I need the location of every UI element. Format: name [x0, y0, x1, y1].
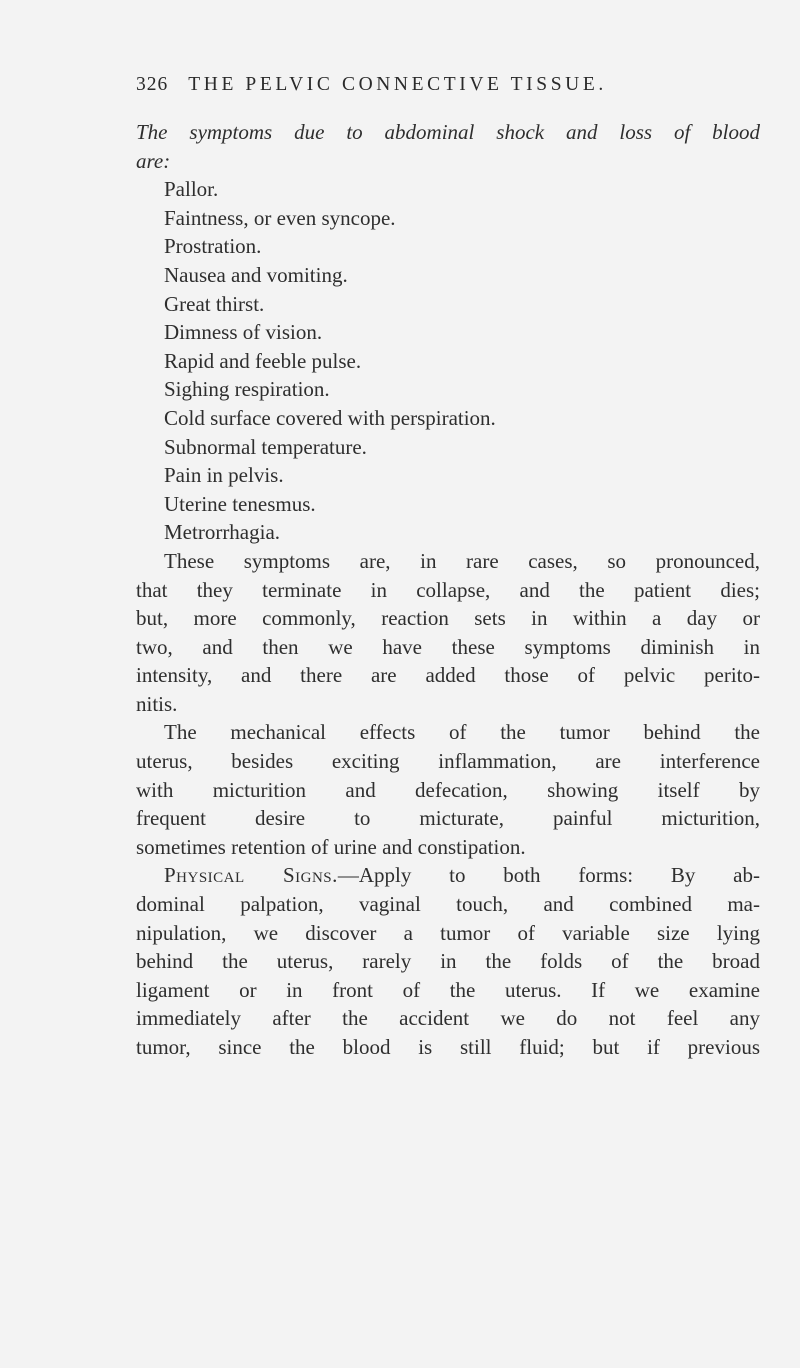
- symptom-item: Great thirst.: [164, 291, 265, 316]
- symptom-item: Cold surface covered with perspiration.: [164, 405, 496, 430]
- paragraph-line: that they terminate in collapse, and the patient dies;: [136, 577, 760, 602]
- paragraph-line: but, more commonly, reaction sets in within a day or: [136, 606, 760, 631]
- symptom-item: Rapid and feeble pulse.: [164, 348, 362, 373]
- paragraph-line: nitis.: [136, 691, 178, 716]
- body-text: [136, 118, 760, 1062]
- section-heading: Physical Signs.: [164, 863, 338, 888]
- paragraph-text: —Apply to both forms: By ab-: [337, 863, 760, 888]
- symptom-item: Sighing respiration.: [164, 377, 330, 402]
- paragraph-line: with micturition and defecation, showing itself by: [136, 777, 760, 802]
- paragraph-line: dominal palpation, vaginal touch, and combined ma-: [136, 892, 760, 917]
- paragraph-line: uterus, besides exciting inflammation, are interference: [136, 749, 760, 774]
- symptom-item: Subnormal temperature.: [164, 434, 367, 459]
- symptom-item: Faintness, or even syncope.: [164, 205, 396, 230]
- symptom-item: Uterine tenesmus.: [164, 491, 316, 516]
- paragraph-line: nipulation, we discover a tumor of variable size lying: [136, 920, 760, 945]
- running-head: [136, 74, 676, 96]
- symptom-item: Pain in pelvis.: [164, 463, 284, 488]
- symptom-item: Dimness of vision.: [164, 320, 323, 345]
- paragraph-line: frequent desire to micturate, painful micturition,: [136, 806, 760, 831]
- paragraph-line: ligament or in front of the uterus. If we examine: [136, 977, 760, 1002]
- running-title: THE PELVIC CONNECTIVE TISSUE.: [188, 74, 607, 95]
- paragraph-line: immediately after the accident we do not feel any: [136, 1006, 760, 1031]
- paragraph-line: tumor, since the blood is still fluid; but if previous: [136, 1035, 760, 1059]
- page-number: 326: [136, 74, 169, 95]
- intro-line: The symptoms due to abdominal shock and loss of blood: [136, 120, 760, 144]
- paragraph-line: behind the uterus, rarely in the folds of the broad: [136, 949, 760, 974]
- paragraph-line: These symptoms are, in rare cases, so pronounced,: [164, 548, 760, 573]
- symptom-item: Nausea and vomiting.: [164, 262, 348, 287]
- paragraph-line: two, and then we have these symptoms diminish in: [136, 634, 760, 659]
- paragraph-line: sometimes retention of urine and constipation.: [136, 834, 526, 859]
- paragraph-line: intensity, and there are added those of pelvic perito-: [136, 663, 760, 688]
- intro-line: are:: [136, 148, 171, 173]
- symptom-item: Metrorrhagia.: [164, 520, 281, 545]
- symptom-item: Pallor.: [164, 177, 219, 202]
- paragraph-line: [136, 861, 760, 890]
- symptom-item: Prostration.: [164, 234, 262, 259]
- paragraph-line: The mechanical effects of the tumor behind the: [164, 720, 760, 745]
